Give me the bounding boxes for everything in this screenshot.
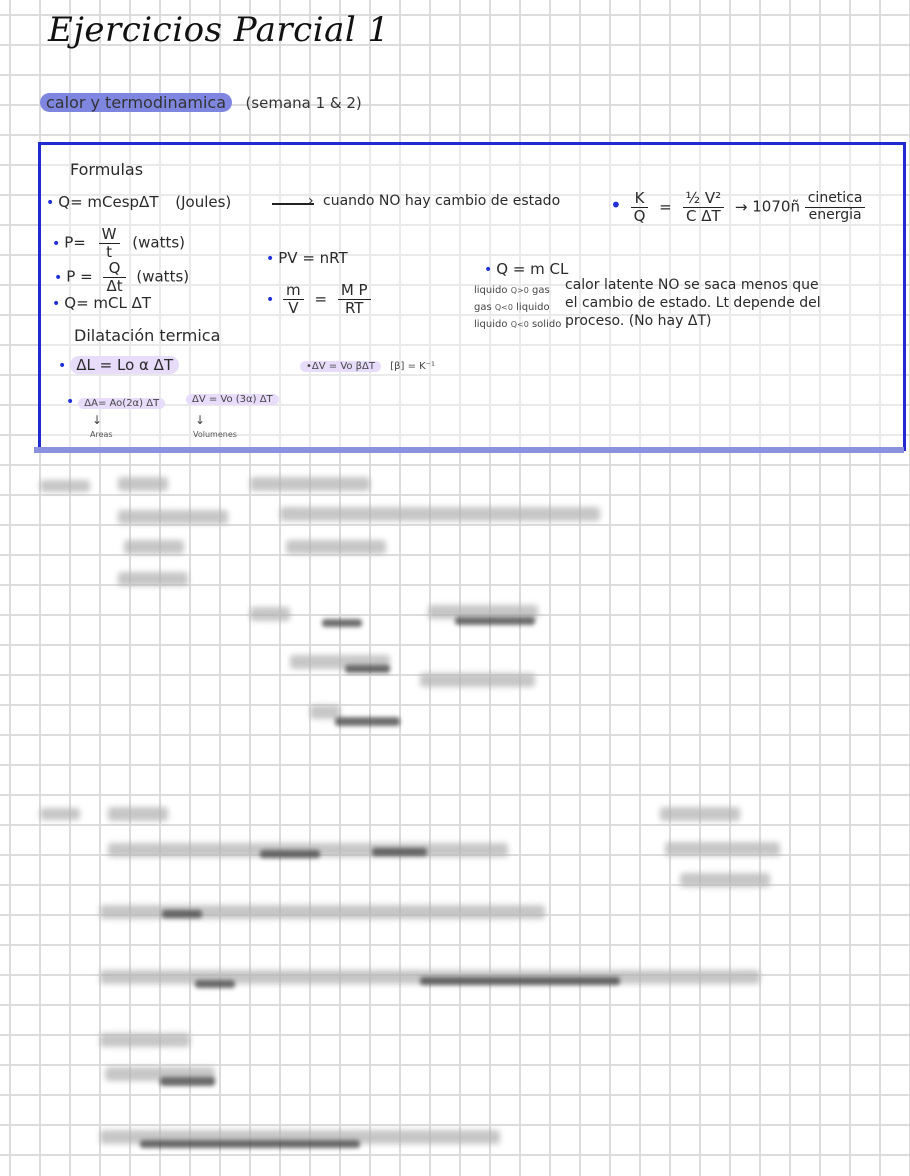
formula-q-sensible-note: cuando NO hay cambio de estado (323, 193, 561, 209)
blurred-text-block (280, 507, 600, 521)
blurred-text-block (665, 842, 780, 856)
area-label: Areas (90, 430, 113, 439)
blurred-text-block (286, 540, 386, 554)
blurred-text-block (40, 808, 80, 820)
weeks-label: (semana 1 & 2) (245, 94, 362, 112)
phase-changes: liquido Q>0 gas gas Q<0 liquido liquido Q<0 solido (474, 285, 562, 330)
blurred-text-block (160, 1077, 215, 1086)
blurred-text-block (372, 848, 427, 856)
blurred-text-block (162, 910, 202, 918)
formula-power-heat: • P = $\frac{Q}{\Delta t}$ (watts) (54, 259, 190, 295)
formula-q-mcl: • Q = m CL (484, 260, 569, 278)
blurred-text-block (40, 480, 90, 492)
section-heading (40, 93, 362, 113)
blurred-text-block (118, 477, 168, 491)
formula-density: • $\frac{m}{V}$ = $\frac{\text{M P}}{RT}$ (266, 282, 371, 316)
blurred-text-block (118, 510, 228, 524)
formulas-heading: Formulas (70, 160, 144, 179)
volume-label: Volumenes (193, 430, 237, 439)
blurred-text-block (322, 619, 362, 627)
formula-ratio: • $\frac{K}{Q}$ = $\frac{\text{½ V²}}{\text{C ΔT}}$ → 1070ñ $\frac{\text{cinetica}}{\text{energia}}$ (610, 190, 865, 224)
blurred-text-block (680, 873, 770, 887)
formula-power-work: • P= $\frac{W}{t}$ (watts) (52, 225, 186, 261)
page-title: Ejercicios Parcial 1 (48, 10, 390, 50)
formula-q-sensible: • Q= mCespΔT (Joules) (46, 193, 232, 211)
blurred-text-block (250, 477, 370, 491)
volume-arrow: ↓ (195, 413, 206, 427)
topic-highlight: calor y termodinamica (40, 93, 232, 112)
blurred-exercises (0, 455, 910, 1176)
blurred-text-block (260, 850, 320, 858)
formula-volumetric-beta: •ΔV = Vo βΔT [β] = K⁻¹ (300, 361, 435, 372)
blurred-text-block (100, 1033, 190, 1047)
blurred-text-block (118, 572, 188, 586)
blurred-text-block (345, 665, 390, 673)
blurred-text-block (195, 980, 235, 988)
blurred-text-block (335, 717, 400, 726)
blurred-text-block (140, 1140, 360, 1148)
formula-ideal-gas: • PV = nRT (266, 249, 348, 267)
formula-linear-dilation: • ΔL = Lo α ΔT (58, 356, 179, 374)
blurred-text-block (108, 807, 168, 821)
formula-q-latent: • Q= mCL ΔT (52, 294, 152, 312)
blurred-text-block (455, 617, 535, 625)
blurred-text-block (250, 607, 290, 621)
formula-area-dilation: • ΔA= Ao(2α) ΔT (66, 394, 165, 410)
blurred-text-block (420, 977, 620, 985)
blurred-text-block (420, 673, 535, 687)
formula-volume-dilation: ΔV = Vo (3α) ΔT (186, 394, 279, 405)
arrow-head: › (308, 193, 314, 209)
blurred-text-block (660, 807, 740, 821)
blurred-text-block (124, 540, 184, 554)
latent-heat-note: calor latente NO se saca menos que el cambio de estado. Lt depende del proceso. (No hay ΔT) (565, 277, 821, 329)
area-arrow: ↓ (92, 413, 103, 427)
formulas-box-underline (34, 447, 904, 453)
dilation-heading: Dilatación termica (74, 326, 221, 345)
